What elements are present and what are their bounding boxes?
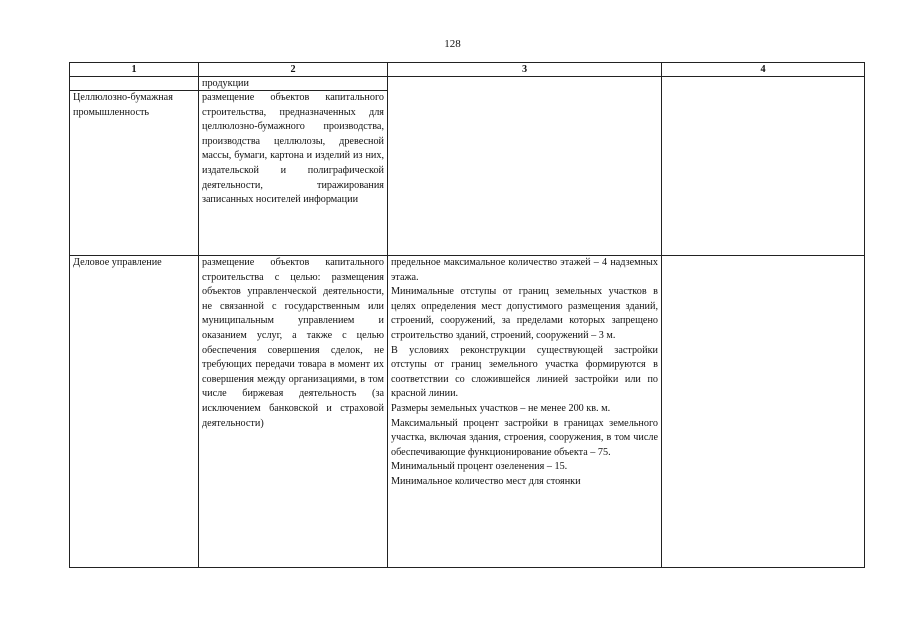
parameter-max-coverage: Максимальный процент застройки в границах земельного участка, включая здания, строения, сооружения, в том числе обеспечивающие функционирование объекта – 75. bbox=[391, 417, 658, 458]
table-cell-use-name: Целлюлозно-бумажная промышленность bbox=[70, 91, 199, 256]
table-cell-parameters bbox=[388, 77, 662, 256]
table-cell-use-name: Деловое управление bbox=[70, 256, 199, 568]
parameter-plot-size: Размеры земельных участков – не менее 200 кв. м. bbox=[391, 402, 611, 414]
page-number: 128 bbox=[444, 38, 461, 50]
column-header-4: 4 bbox=[662, 63, 865, 77]
table-cell-use-description: продукции bbox=[199, 77, 388, 91]
table-cell-restrictions bbox=[662, 77, 865, 256]
table-cell-restrictions bbox=[662, 256, 865, 568]
column-header-2: 2 bbox=[199, 63, 388, 77]
column-header-3: 3 bbox=[388, 63, 662, 77]
table-cell-use-description: размещение объектов капитального строительства с целью: размещения объектов управленческой деятельности, не связанной с государственным или муниципальным управлением и оказанием услуг, а также с целью обеспечения совершения сделок, не требующих передачи товара в момент их совершения между организациями, в том числе биржевая деятельность (за исключением банковской и страховой деятельности) bbox=[199, 256, 388, 568]
table-row bbox=[70, 256, 865, 568]
parameter-setbacks: Минимальные отступы от границ земельных участков в целях определения мест допустимого размещения зданий, строений, сооружений, за пределами которых запрещено строительство зданий, строений, сооружений – 3 м. bbox=[391, 286, 658, 341]
table-header-row bbox=[70, 63, 865, 77]
table-row bbox=[70, 77, 865, 91]
parameter-min-greenery: Минимальный процент озеленения – 15. bbox=[391, 461, 568, 473]
parameter-reconstruction: В условиях реконструкции существующей застройки отступы от границ земельного участка формируются в соответствии со сложившейся линией застройки или по красной линии. bbox=[391, 344, 658, 400]
column-header-1: 1 bbox=[70, 63, 199, 77]
parameter-parking: Минимальное количество мест для стоянки bbox=[391, 475, 581, 487]
table-cell-use-description: размещение объектов капитального строительства, предназначенных для целлюлозно-бумажного производства, производства целлюлозы, древесной массы, бумаги, картона и изделий из них, издательской и полиграфической деятельности, тиражирования записанных носителей информации bbox=[199, 91, 388, 256]
table-cell-use-name bbox=[70, 77, 199, 91]
table-cell-parameters bbox=[388, 256, 662, 568]
zoning-table bbox=[69, 62, 865, 568]
parameter-floors: предельное максимальное количество этажей – 4 надземных этажа. bbox=[391, 257, 658, 283]
